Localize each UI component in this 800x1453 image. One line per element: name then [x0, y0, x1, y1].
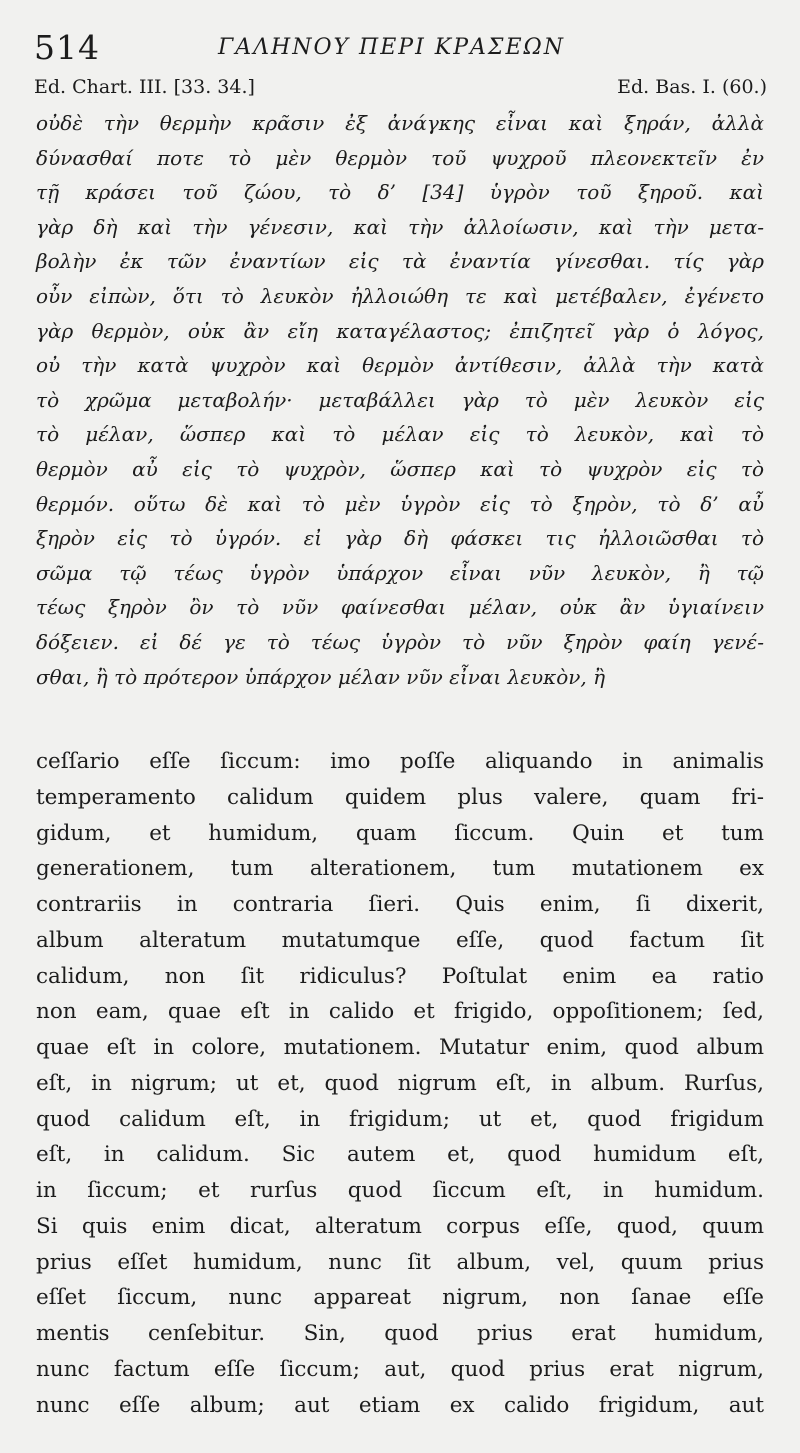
latin-text-line: eſt, in nigrum; ut et, quod nigrum eſt, in album. Rurſus, [36, 1070, 764, 1096]
latin-text-line: quae eſt in colore, mutationem. Mutatur enim, quod album [36, 1035, 764, 1060]
latin-text-line: prius eſſet humidum, nunc ſit album, vel, quum prius [36, 1249, 764, 1275]
greek-text-line: γὰρ θερμὸν, οὐκ ἂν εἴη καταγέλαστος; ἐπιζητεῖ γὰρ ὁ λόγος, [36, 318, 764, 343]
latin-text-line: eſſet ſiccum, nunc appareat nigrum, non ſanae eſſe [36, 1285, 764, 1311]
latin-text-line: nunc eſſe album; aut etiam ex calido frigidum, aut [36, 1392, 764, 1418]
latin-text-block [36, 744, 764, 1423]
latin-text-line: Si quis enim dicat, alteratum corpus eſſe, quod, quum [36, 1213, 764, 1239]
running-head [34, 28, 774, 68]
edition-chart-reference: Ed. Chart. III. [33. 34.] [34, 76, 255, 98]
latin-text-line: ceſſario eſſe ſiccum: imo poſſe aliquando in animalis [36, 749, 764, 774]
latin-text-line: temperamento calidum quidem plus valere, quam fri- [36, 784, 764, 810]
running-title: ΓΑΛΗΝΟΥ ΠΕΡΙ ΚΡΑΣΕΩΝ [218, 35, 565, 60]
greek-text-line: θερμόν. οὕτω δὲ καὶ τὸ μὲν ὑγρὸν εἰς τὸ ξηρὸν, τὸ δ’ αὖ [36, 491, 764, 516]
latin-text-line: nunc factum eſſe ſiccum; aut, quod prius erat nigrum, [36, 1356, 764, 1382]
greek-text-line: σῶμα τῷ τέως ὑγρὸν ὑπάρχον εἶναι νῦν λευκὸν, ἢ τῷ [36, 560, 764, 585]
greek-text-line: δύνασθαί ποτε τὸ μὲν θερμὸν τοῦ ψυχροῦ πλεονεκτεῖν ἐν [36, 145, 764, 170]
latin-text-line: eſt, in calidum. Sic autem et, quod humidum eſt, [36, 1142, 764, 1168]
latin-text-line: album alteratum mutatumque eſſe, quod factum ſit [36, 927, 764, 953]
greek-text-line: σθαι, ἢ τὸ πρότερον ὑπάρχον μέλαν νῦν εἶναι λευκὸν, ἢ [36, 664, 606, 689]
greek-text-line: ξηρὸν εἰς τὸ ὑγρόν. εἰ γὰρ δὴ φάσκει τις ἠλλοιῶσθαι τὸ [36, 526, 764, 551]
greek-text-line: τῇ κράσει τοῦ ζώου, τὸ δ’ [34] ὑγρὸν τοῦ ξηροῦ. καὶ [36, 180, 764, 205]
greek-text-line: θερμὸν αὖ εἰς τὸ ψυχρὸν, ὥσπερ καὶ τὸ ψυχρὸν εἰς τὸ [36, 456, 764, 481]
latin-text-line: quod calidum eſt, in frigidum; ut et, quod frigidum [36, 1106, 764, 1132]
page-number: 514 [34, 28, 100, 67]
edition-references [34, 76, 767, 106]
greek-text-line: δόξειεν. εἰ δέ γε τὸ τέως ὑγρὸν τὸ νῦν ξηρὸν φαίη γενέ- [36, 629, 764, 654]
greek-text-line: γὰρ δὴ καὶ τὴν γένεσιν, καὶ τὴν ἀλλοίωσιν, καὶ τὴν μετα- [36, 214, 764, 239]
greek-text-block [36, 106, 764, 694]
latin-text-line: gidum, et humidum, quam ſiccum. Quin et tum [36, 820, 764, 846]
latin-text-line: generationem, tum alterationem, tum mutationem ex [36, 856, 764, 882]
latin-text-line: in ſiccum; et rurſus quod ſiccum eſt, in humidum. [36, 1178, 764, 1203]
greek-text-line: οὖν εἰπὼν, ὅτι τὸ λευκὸν ἠλλοιώθη τε καὶ μετέβαλεν, ἐγένετο [36, 283, 764, 308]
greek-text-line: βολὴν ἐκ τῶν ἐναντίων εἰς τὰ ἐναντία γίνεσθαι. τίς γὰρ [36, 249, 764, 274]
latin-text-line: calidum, non ſit ridiculus? Poſtulat enim ea ratio [36, 963, 764, 989]
greek-text-line: τὸ μέλαν, ὥσπερ καὶ τὸ μέλαν εἰς τὸ λευκὸν, καὶ τὸ [36, 422, 764, 447]
greek-text-line: τέως ξηρὸν ὂν τὸ νῦν φαίνεσθαι μέλαν, οὐκ ἂν ὑγιαίνειν [36, 595, 764, 620]
latin-text-line: contrariis in contraria ſieri. Quis enim, ſi dixerit, [36, 892, 764, 917]
edition-basel-reference: Ed. Bas. I. (60.) [617, 76, 767, 98]
greek-text-line: οὐ τὴν κατὰ ψυχρὸν καὶ θερμὸν ἀντίθεσιν, ἀλλὰ τὴν κατὰ [36, 353, 764, 378]
greek-text-line: οὐδὲ τὴν θερμὴν κρᾶσιν ἐξ ἀνάγκης εἶναι καὶ ξηράν, ἀλλὰ [36, 111, 764, 135]
latin-text-line: mentis cenſebitur. Sin, quod prius erat humidum, [36, 1321, 764, 1346]
greek-text-line: τὸ χρῶμα μεταβολήν· μεταβάλλει γὰρ τὸ μὲν λευκὸν εἰς [36, 387, 764, 412]
latin-text-line: non eam, quae eſt in calido et frigido, oppoſitionem; ſed, [36, 999, 764, 1025]
